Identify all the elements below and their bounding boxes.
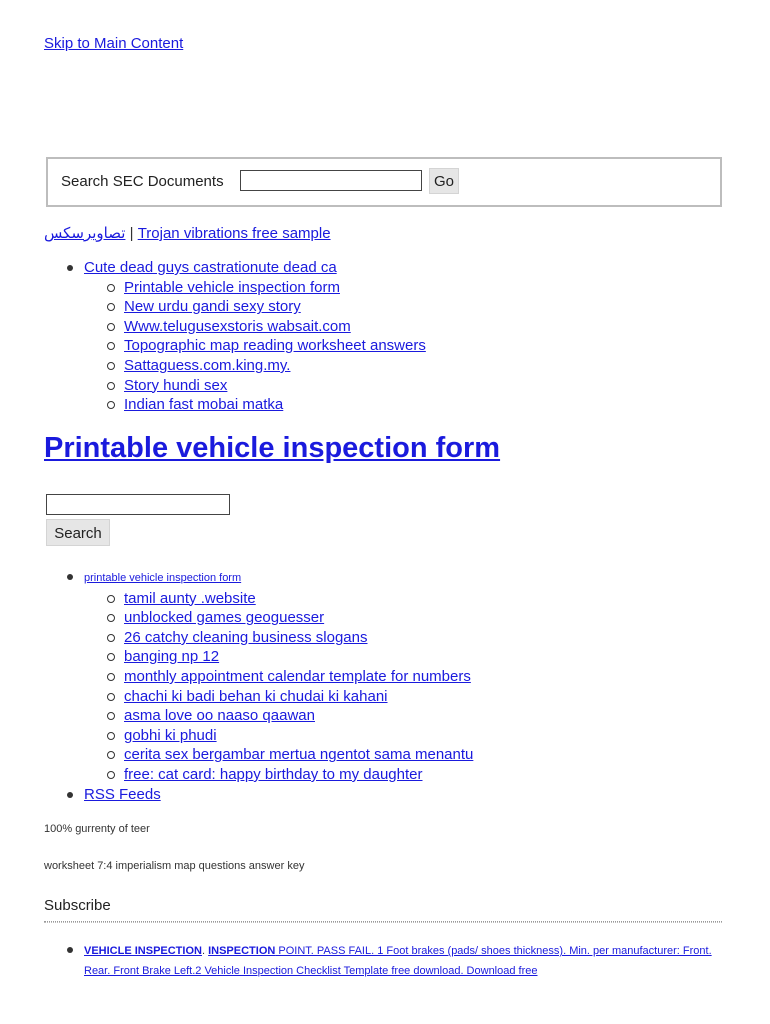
rss-feeds-link[interactable]: RSS Feeds (84, 785, 161, 803)
submenu-item (84, 745, 473, 765)
related-menu (44, 258, 426, 415)
submenu (84, 589, 473, 785)
submenu-link[interactable]: tamil aunty .website (124, 589, 256, 607)
skip-to-main-content-link[interactable]: Skip to Main Content (44, 35, 184, 52)
submenu-item (84, 608, 473, 628)
submenu-link[interactable]: 26 catchy cleaning business slogans (124, 628, 368, 646)
menu-top-link[interactable]: printable vehicle inspection form (84, 572, 242, 584)
article-text-link[interactable]: POINT. PASS FAIL. 1 Foot brakes (pads/ shoes thickness). Min. per manufacturer: Front. Rear. Front Brake Left.2 Vehicle Inspection Checklist Template free download. Download free (84, 945, 712, 977)
submenu-item (84, 336, 426, 356)
submenu-item (84, 376, 426, 396)
submenu-link[interactable]: Topographic map reading worksheet answers (124, 337, 426, 355)
note-text: worksheet 7:4 imperialism map questions answer key (44, 860, 305, 872)
menu-item (44, 258, 426, 415)
sec-search-form (46, 157, 722, 207)
submenu-link[interactable]: monthly appointment calendar template for numbers (124, 667, 471, 685)
submenu-item (84, 706, 473, 726)
search-button[interactable]: Search (46, 519, 110, 546)
submenu-link[interactable]: chachi ki badi behan ki chudai ki kahani (124, 687, 388, 705)
submenu-link[interactable]: Indian fast mobai matka (124, 396, 284, 414)
sec-search-label: Search SEC Documents (61, 173, 224, 190)
submenu-item (84, 687, 473, 707)
submenu-item (84, 278, 426, 298)
article-bold-link[interactable]: INSPECTION (208, 945, 276, 957)
submenu-link[interactable]: unblocked games geoguesser (124, 609, 325, 627)
submenu-link[interactable]: cerita sex bergambar mertua ngentot sama menantu (124, 746, 474, 764)
submenu-item (84, 765, 473, 785)
submenu (84, 278, 426, 415)
submenu-item (84, 726, 473, 746)
submenu-item (84, 395, 426, 415)
breadcrumb-current-link[interactable]: Trojan vibrations free sample (137, 225, 331, 242)
go-button[interactable]: Go (429, 168, 459, 194)
submenu-item (84, 628, 473, 648)
submenu-link[interactable]: gobhi ki phudi (124, 726, 217, 744)
submenu-item (84, 356, 426, 376)
page-title (44, 432, 500, 465)
article-punct: . (201, 945, 209, 957)
note-text: 100% gurrenty of teer (44, 823, 150, 835)
subscribe-heading: Subscribe (44, 897, 111, 914)
article-list (44, 941, 720, 981)
breadcrumb-separator: | (129, 225, 134, 242)
submenu-link[interactable]: banging np 12 (124, 648, 220, 666)
menu-item (44, 785, 473, 805)
page-title-link[interactable]: Printable vehicle inspection form (44, 432, 501, 464)
submenu-item (84, 667, 473, 687)
article-item (44, 941, 720, 981)
submenu-item (84, 647, 473, 667)
submenu-link[interactable]: asma love oo naaso qaawan (124, 707, 315, 725)
divider (44, 921, 722, 923)
sidebar-menu (44, 567, 473, 804)
submenu-link[interactable]: Printable vehicle inspection form (124, 278, 340, 296)
submenu-link[interactable]: Story hundi sex (124, 376, 228, 394)
submenu-item (84, 589, 473, 609)
site-search-input[interactable] (46, 494, 230, 515)
submenu-item (84, 297, 426, 317)
submenu-link[interactable]: New urdu gandi sexy story (124, 298, 301, 316)
submenu-link[interactable]: Www.telugusexstoris wabsait.com (124, 317, 351, 335)
article-bold-link[interactable]: VEHICLE INSPECTION (84, 945, 202, 957)
menu-item (44, 567, 473, 785)
breadcrumb (44, 224, 331, 242)
sec-search-input[interactable] (240, 170, 422, 191)
breadcrumb-home-link[interactable]: تصاویرسکس (44, 225, 126, 242)
submenu-item (84, 317, 426, 337)
submenu-link[interactable]: free: cat card: happy birthday to my daughter (124, 765, 423, 783)
submenu-link[interactable]: Sattaguess.com.king.my. (124, 356, 291, 374)
menu-top-link[interactable]: Cute dead guys castrationute dead ca (84, 259, 337, 276)
